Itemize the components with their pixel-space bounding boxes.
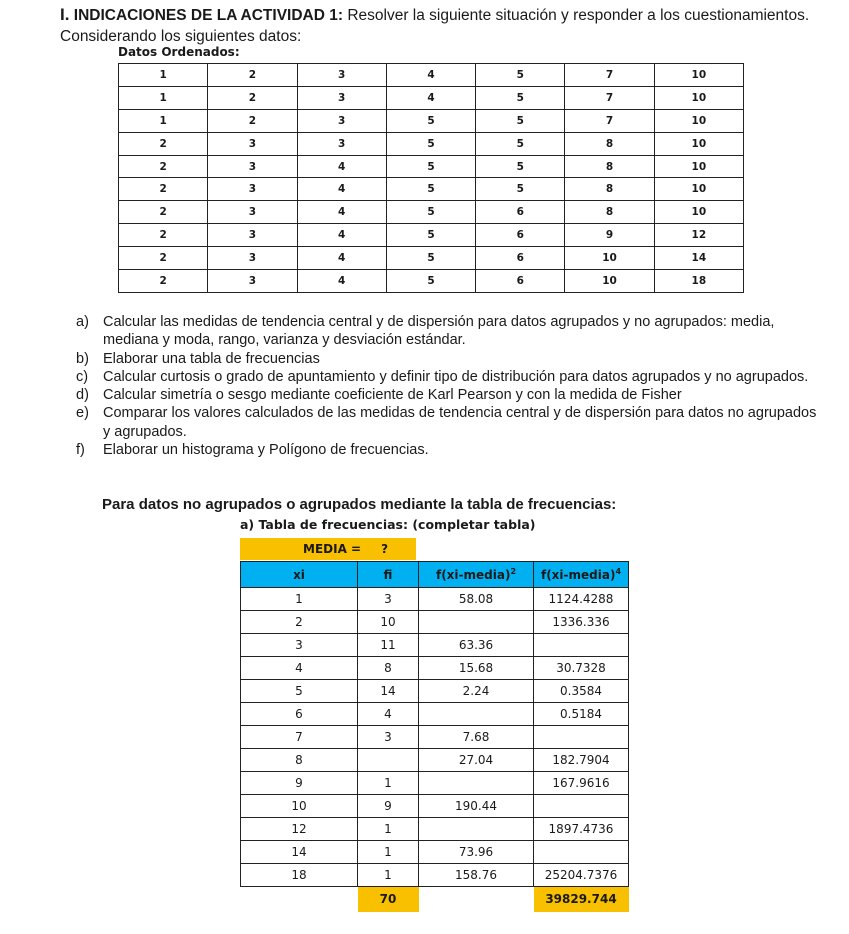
- squared-deviation-cell: 158.76: [419, 864, 534, 887]
- fourth-power-cell: 1124.4288: [534, 588, 629, 611]
- data-cell: 5: [476, 86, 565, 109]
- data-cell: 2: [119, 201, 208, 224]
- table-row: [241, 680, 629, 703]
- fi-cell: 1: [358, 772, 419, 795]
- data-cell: 2: [119, 247, 208, 270]
- frequency-table-label: a) Tabla de frecuencias: (completar tabla): [240, 517, 536, 532]
- data-cell: 9: [565, 224, 654, 247]
- data-cell: 8: [565, 178, 654, 201]
- table-row: [241, 611, 629, 634]
- instructions-text: Resolver la siguiente situación y responder a los cuestionamientos. Considerando los siguientes datos:: [60, 7, 810, 45]
- data-cell: 5: [476, 178, 565, 201]
- data-cell: 7: [565, 86, 654, 109]
- table-row: [241, 818, 629, 841]
- question-marker: a): [76, 314, 89, 330]
- data-cell: 10: [654, 132, 743, 155]
- fourth-power-cell: 1897.4736: [534, 818, 629, 841]
- question-text: Calcular las medidas de tendencia central y de dispersión para datos agrupados y no agrupados: media, mediana y moda, rango, varianza y desviación estándar.: [103, 314, 775, 349]
- data-cell: 1: [119, 109, 208, 132]
- table-row: [241, 726, 629, 749]
- data-cell: 6: [476, 247, 565, 270]
- question-item: [76, 368, 821, 386]
- squared-deviation-cell: 58.08: [419, 588, 534, 611]
- fourth-power-cell: [534, 841, 629, 864]
- data-cell: 7: [565, 109, 654, 132]
- activity-instructions: [60, 4, 830, 47]
- table-row: [241, 749, 629, 772]
- data-cell: 2: [119, 132, 208, 155]
- data-cell: 10: [654, 178, 743, 201]
- data-cell: 10: [654, 86, 743, 109]
- question-text: Comparar los valores calculados de las medidas de tendencia central y de dispersión para datos no agrupados y agrupados.: [103, 405, 817, 440]
- data-cell: 12: [654, 224, 743, 247]
- data-cell: 1: [119, 64, 208, 87]
- table-row: [241, 864, 629, 887]
- data-cell: 4: [297, 224, 386, 247]
- fi-cell: 11: [358, 634, 419, 657]
- question-list: [76, 313, 821, 459]
- fourth-power-cell: 25204.7376: [534, 864, 629, 887]
- question-item: [76, 350, 821, 368]
- data-cell: 18: [654, 270, 743, 293]
- data-cell: 5: [386, 224, 475, 247]
- fi-cell: 4: [358, 703, 419, 726]
- fi-cell: 1: [358, 864, 419, 887]
- fi-cell: 8: [358, 657, 419, 680]
- data-cell: 10: [565, 270, 654, 293]
- data-cell: 4: [297, 270, 386, 293]
- section-numeral: I.: [60, 5, 70, 24]
- data-cell: 5: [476, 64, 565, 87]
- squared-deviation-cell: [419, 818, 534, 841]
- fourth-power-cell: 1336.336: [534, 611, 629, 634]
- data-cell: 3: [297, 64, 386, 87]
- data-cell: 3: [208, 132, 297, 155]
- data-cell: 6: [476, 270, 565, 293]
- frequency-section-title: Para datos no agrupados o agrupados mediante la tabla de frecuencias:: [102, 496, 617, 513]
- table-row: [241, 634, 629, 657]
- data-cell: 10: [654, 64, 743, 87]
- fourth-power-cell: 30.7328: [534, 657, 629, 680]
- data-row: [119, 64, 744, 87]
- fourth-power-cell: [534, 726, 629, 749]
- fi-cell: 1: [358, 841, 419, 864]
- xi-cell: 1: [241, 588, 358, 611]
- instructions-title: INDICACIONES DE LA ACTIVIDAD 1:: [73, 7, 344, 24]
- data-row: [119, 201, 744, 224]
- data-cell: 3: [208, 178, 297, 201]
- data-cell: 5: [476, 155, 565, 178]
- table-row: [241, 772, 629, 795]
- data-row: [119, 132, 744, 155]
- data-cell: 4: [386, 86, 475, 109]
- data-cell: 5: [386, 155, 475, 178]
- question-marker: c): [76, 368, 89, 385]
- question-text: Elaborar un histograma y Polígono de frecuencias.: [103, 442, 429, 459]
- data-cell: 4: [297, 155, 386, 178]
- data-cell: 3: [297, 109, 386, 132]
- fi-cell: [358, 749, 419, 772]
- data-row: [119, 178, 744, 201]
- data-cell: 5: [386, 247, 475, 270]
- question-item: [76, 313, 821, 350]
- data-cell: 1: [119, 86, 208, 109]
- media-label: MEDIA =: [303, 542, 362, 556]
- data-cell: 2: [119, 178, 208, 201]
- fi-cell: 1: [358, 818, 419, 841]
- squared-deviation-cell: 73.96: [419, 841, 534, 864]
- xi-cell: 12: [241, 818, 358, 841]
- fi-cell: 9: [358, 795, 419, 818]
- data-cell: 2: [208, 86, 297, 109]
- squared-deviation-cell: [419, 611, 534, 634]
- xi-cell: 2: [241, 611, 358, 634]
- total-fourth-power: 39829.744: [534, 887, 629, 912]
- question-item: [76, 404, 821, 441]
- fourth-power-cell: [534, 795, 629, 818]
- fi-cell: 3: [358, 726, 419, 749]
- fourth-power-cell: 182.7904: [534, 749, 629, 772]
- squared-deviation-cell: 7.68: [419, 726, 534, 749]
- data-cell: 3: [208, 270, 297, 293]
- data-cell: 10: [654, 109, 743, 132]
- question-text: Calcular curtosis o grado de apuntamiento y definir tipo de distribución para datos agrupados y no agrupados.: [103, 368, 809, 385]
- squared-deviation-cell: 2.24: [419, 680, 534, 703]
- question-text: Calcular simetría o sesgo mediante coeficiente de Karl Pearson y con la medida de Fisher: [103, 387, 682, 404]
- fi-cell: 14: [358, 680, 419, 703]
- xi-cell: 18: [241, 864, 358, 887]
- table-row: [241, 841, 629, 864]
- fi-cell: 3: [358, 588, 419, 611]
- data-cell: 3: [297, 86, 386, 109]
- data-cell: 2: [119, 270, 208, 293]
- question-marker: d): [76, 387, 89, 404]
- question-marker: e): [76, 405, 89, 422]
- xi-cell: 7: [241, 726, 358, 749]
- ordered-data-table: [118, 63, 744, 293]
- data-cell: 5: [386, 132, 475, 155]
- data-cell: 2: [119, 224, 208, 247]
- data-cell: 5: [476, 132, 565, 155]
- data-cell: 3: [297, 132, 386, 155]
- header-fi: fi: [358, 562, 419, 588]
- data-cell: 5: [386, 270, 475, 293]
- xi-cell: 6: [241, 703, 358, 726]
- squared-deviation-cell: 190.44: [419, 795, 534, 818]
- data-cell: 4: [297, 201, 386, 224]
- frequency-table: [240, 561, 629, 912]
- data-row: [119, 86, 744, 109]
- data-cell: 4: [297, 247, 386, 270]
- header-xi: xi: [241, 562, 358, 588]
- squared-deviation-cell: [419, 703, 534, 726]
- table-row: [241, 657, 629, 680]
- data-cell: 6: [476, 224, 565, 247]
- fi-cell: 10: [358, 611, 419, 634]
- question-text: Elaborar una tabla de frecuencias: [103, 350, 320, 367]
- data-cell: 7: [565, 64, 654, 87]
- squared-deviation-cell: 15.68: [419, 657, 534, 680]
- data-cell: 8: [565, 201, 654, 224]
- data-row: [119, 270, 744, 293]
- xi-cell: 10: [241, 795, 358, 818]
- squared-deviation-cell: 63.36: [419, 634, 534, 657]
- fourth-power-cell: 0.5184: [534, 703, 629, 726]
- question-marker: b): [76, 350, 89, 367]
- data-cell: 5: [386, 201, 475, 224]
- xi-cell: 3: [241, 634, 358, 657]
- data-cell: 5: [386, 109, 475, 132]
- data-cell: 10: [654, 201, 743, 224]
- media-value: ?: [381, 542, 389, 556]
- xi-cell: 4: [241, 657, 358, 680]
- data-cell: 8: [565, 132, 654, 155]
- totals-row: [241, 887, 629, 912]
- data-cell: 3: [208, 247, 297, 270]
- data-cell: 3: [208, 155, 297, 178]
- data-cell: 2: [119, 155, 208, 178]
- xi-cell: 5: [241, 680, 358, 703]
- data-cell: 10: [654, 155, 743, 178]
- data-cell: 3: [208, 201, 297, 224]
- fourth-power-cell: 167.9616: [534, 772, 629, 795]
- data-cell: 6: [476, 201, 565, 224]
- total-fi: 70: [358, 887, 419, 912]
- data-row: [119, 224, 744, 247]
- data-row: [119, 247, 744, 270]
- squared-deviation-cell: 27.04: [419, 749, 534, 772]
- data-row: [119, 155, 744, 178]
- media-header: [240, 538, 416, 560]
- xi-cell: 14: [241, 841, 358, 864]
- xi-cell: 9: [241, 772, 358, 795]
- data-cell: 2: [208, 109, 297, 132]
- data-cell: 3: [208, 224, 297, 247]
- question-item: [76, 441, 821, 459]
- data-cell: 10: [565, 247, 654, 270]
- fourth-power-cell: 0.3584: [534, 680, 629, 703]
- data-cell: 2: [208, 64, 297, 87]
- data-cell: 8: [565, 155, 654, 178]
- data-cell: 4: [386, 64, 475, 87]
- data-cell: 5: [476, 109, 565, 132]
- question-marker: f): [76, 442, 85, 459]
- question-item: [76, 386, 821, 404]
- header-fourth-power-deviation: f(xi-media)$^4$: [534, 562, 629, 588]
- table-row: [241, 588, 629, 611]
- data-cell: 5: [386, 178, 475, 201]
- data-cell: 4: [297, 178, 386, 201]
- ordered-data-label: Datos Ordenados:: [118, 45, 240, 59]
- data-cell: 14: [654, 247, 743, 270]
- fourth-power-cell: [534, 634, 629, 657]
- squared-deviation-cell: [419, 772, 534, 795]
- data-row: [119, 109, 744, 132]
- xi-cell: 8: [241, 749, 358, 772]
- table-row: [241, 703, 629, 726]
- header-squared-deviation: f(xi-media)$^2$: [419, 562, 534, 588]
- table-row: [241, 795, 629, 818]
